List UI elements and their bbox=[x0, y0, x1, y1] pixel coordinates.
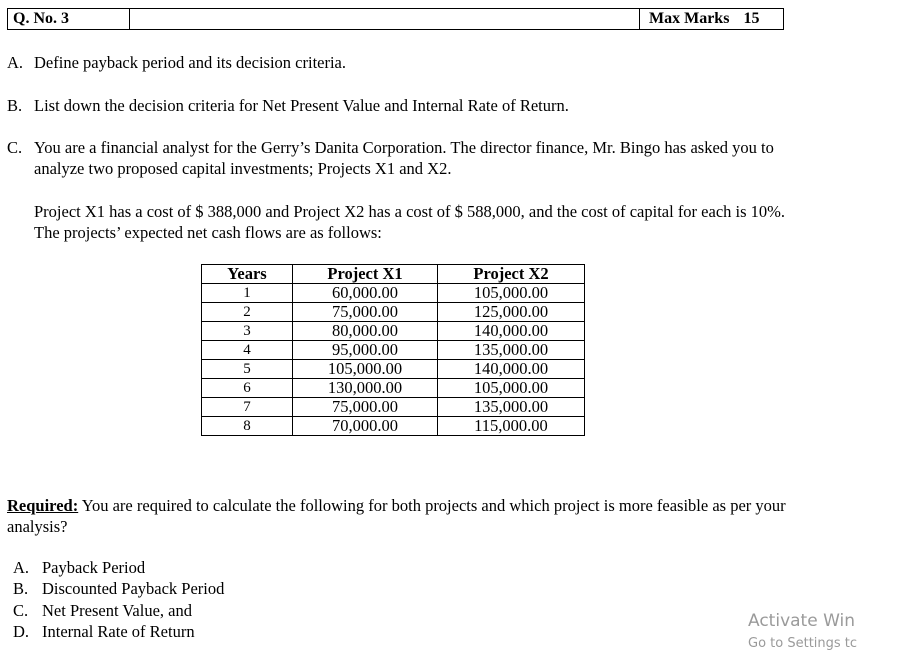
subpart-label: A. bbox=[13, 558, 30, 577]
required-label: Required: bbox=[7, 496, 79, 515]
activate-windows-watermark: Activate Win bbox=[748, 611, 856, 631]
x1-cash-flow-cell: 60,000.00 bbox=[293, 284, 438, 303]
subpart-label: B. bbox=[13, 579, 29, 599]
required-paragraph bbox=[7, 495, 807, 537]
x2-cash-flow-cell: 140,000.00 bbox=[438, 322, 585, 341]
year-cell: 7 bbox=[202, 398, 293, 417]
table-row bbox=[202, 303, 585, 322]
table-row bbox=[202, 417, 585, 436]
question-c-label: C. bbox=[7, 138, 23, 157]
max-marks-value: 15 bbox=[743, 10, 760, 27]
table-row bbox=[202, 379, 585, 398]
year-cell: 8 bbox=[202, 417, 293, 436]
subpart-text: Internal Rate of Return bbox=[42, 621, 195, 641]
year-cell: 5 bbox=[202, 360, 293, 379]
list-item bbox=[13, 578, 224, 599]
x2-cash-flow-cell: 125,000.00 bbox=[438, 303, 585, 322]
x2-cash-flow-cell: 140,000.00 bbox=[438, 360, 585, 379]
x2-cash-flow-cell: 105,000.00 bbox=[438, 379, 585, 398]
x2-cash-flow-cell: 115,000.00 bbox=[438, 417, 585, 436]
x1-cash-flow-cell: 80,000.00 bbox=[293, 322, 438, 341]
subpart-text: Net Present Value, and bbox=[42, 600, 192, 620]
x1-cash-flow-cell: 105,000.00 bbox=[293, 360, 438, 379]
x2-cash-flow-cell: 105,000.00 bbox=[438, 284, 585, 303]
question-a-label: A. bbox=[7, 53, 24, 72]
x1-cash-flow-cell: 75,000.00 bbox=[293, 303, 438, 322]
x2-cash-flow-cell: 135,000.00 bbox=[438, 398, 585, 417]
header-blank-cell bbox=[129, 8, 640, 30]
subpart-label: D. bbox=[13, 621, 30, 641]
x1-cash-flow-cell: 130,000.00 bbox=[293, 379, 438, 398]
table-row bbox=[202, 398, 585, 417]
table-row bbox=[202, 341, 585, 360]
column-header-project-x2: Project X2 bbox=[438, 265, 585, 284]
max-marks-label: Max Marks bbox=[649, 10, 730, 27]
year-cell: 4 bbox=[202, 341, 293, 360]
year-cell: 6 bbox=[202, 379, 293, 398]
question-number-cell bbox=[7, 8, 130, 30]
subpart-text: Discounted Payback Period bbox=[42, 579, 225, 599]
column-header-years: Years bbox=[202, 265, 293, 284]
list-item bbox=[13, 600, 224, 621]
year-cell: 3 bbox=[202, 322, 293, 341]
list-item bbox=[13, 621, 224, 642]
max-marks-cell bbox=[639, 8, 784, 30]
question-a-text: Define payback period and its decision criteria. bbox=[34, 53, 347, 72]
column-header-project-x1: Project X1 bbox=[293, 265, 438, 284]
question-b-text: List down the decision criteria for Net Present Value and Internal Rate of Return. bbox=[34, 96, 569, 115]
table-row bbox=[202, 322, 585, 341]
x1-cash-flow-cell: 75,000.00 bbox=[293, 398, 438, 417]
table-row bbox=[202, 360, 585, 379]
subparts-list bbox=[13, 557, 224, 642]
list-item bbox=[13, 557, 224, 578]
subpart-label: C. bbox=[13, 600, 29, 620]
x1-cash-flow-cell: 70,000.00 bbox=[293, 417, 438, 436]
table-header-row bbox=[202, 265, 585, 284]
question-c-detail: Project X1 has a cost of $ 388,000 and Project X2 has a cost of $ 588,000, and the cost of capital for each is 10%. The projects’ expected net cash flows are as follows: bbox=[34, 202, 786, 242]
question-b-label: B. bbox=[7, 96, 23, 115]
question-number: Q. No. 3 bbox=[13, 10, 69, 27]
x1-cash-flow-cell: 95,000.00 bbox=[293, 341, 438, 360]
year-cell: 2 bbox=[202, 303, 293, 322]
required-text: You are required to calculate the following for both projects and which project is more feasible as per your analysis? bbox=[7, 496, 786, 536]
x2-cash-flow-cell: 135,000.00 bbox=[438, 341, 585, 360]
go-to-settings-watermark: Go to Settings tc bbox=[748, 636, 858, 651]
year-cell: 1 bbox=[202, 284, 293, 303]
question-c-text: You are a financial analyst for the Gerry’s Danita Corporation. The director finance, Mr. Bingo has asked you to analyze two proposed capital investments; Projects X1 and X2. bbox=[34, 138, 774, 178]
table-row bbox=[202, 284, 585, 303]
subpart-text: Payback Period bbox=[42, 558, 146, 577]
cash-flow-table bbox=[201, 264, 585, 436]
